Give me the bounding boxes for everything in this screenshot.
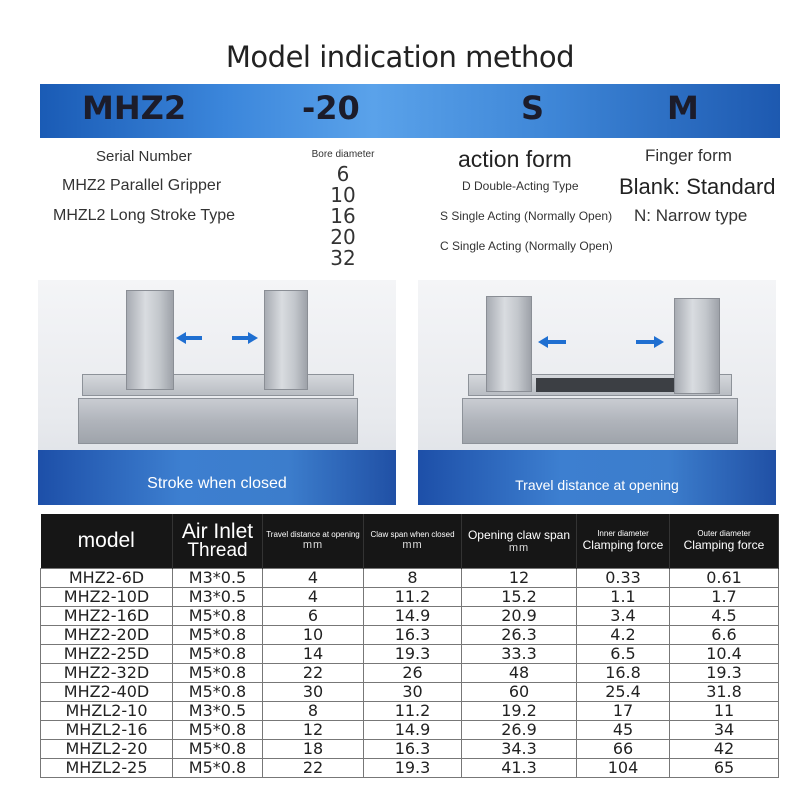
code-action: S <box>521 89 545 127</box>
cell-outer-force: 31.8 <box>670 682 779 701</box>
cell-model: MHZ2-32D <box>41 663 173 682</box>
page-title: Model indication method <box>225 40 575 74</box>
cell-model: MHZL2-10 <box>41 701 173 720</box>
cell-model: MHZ2-40D <box>41 682 173 701</box>
cell-inner-force: 17 <box>577 701 670 720</box>
table-row <box>41 739 779 758</box>
cell-claw-closed: 16.3 <box>364 625 462 644</box>
cell-travel: 14 <box>263 644 364 663</box>
bore-value: 10 <box>330 183 356 207</box>
cell-air-inlet: M5*0.8 <box>173 606 263 625</box>
stroke-arrows <box>168 328 268 348</box>
action-item: C Single Acting (Normally Open) <box>440 239 613 253</box>
cell-model: MHZ2-10D <box>41 587 173 606</box>
serial-item: MHZ2 Parallel Gripper <box>62 177 222 194</box>
cell-model: MHZ2-6D <box>41 568 173 587</box>
header-air-inlet: Air Inlet Thread <box>173 514 263 568</box>
cell-travel: 22 <box>263 758 364 777</box>
cell-inner-force: 45 <box>577 720 670 739</box>
cell-travel: 4 <box>263 587 364 606</box>
header-outer-force: Outer diameter Clamping force <box>670 514 779 568</box>
code-series: MHZ2 <box>82 89 187 127</box>
cell-travel: 18 <box>263 739 364 758</box>
table-row <box>41 606 779 625</box>
cell-air-inlet: M3*0.5 <box>173 587 263 606</box>
table-row <box>41 701 779 720</box>
cell-claw-closed: 26 <box>364 663 462 682</box>
cell-opening-claw: 26.3 <box>462 625 577 644</box>
action-item: D Double-Acting Type <box>462 179 579 193</box>
cell-air-inlet: M5*0.8 <box>173 758 263 777</box>
cell-inner-force: 1.1 <box>577 587 670 606</box>
closed-caption: Stroke when closed <box>147 475 287 492</box>
cell-model: MHZ2-20D <box>41 625 173 644</box>
travel-arrows <box>530 332 670 352</box>
cell-travel: 22 <box>263 663 364 682</box>
table-header-row <box>41 514 779 568</box>
open-caption: Travel distance at opening <box>515 477 679 493</box>
header-claw-closed: Claw span when closed mm <box>364 514 462 568</box>
cell-claw-closed: 11.2 <box>364 587 462 606</box>
table-row <box>41 587 779 606</box>
cell-air-inlet: M5*0.8 <box>173 720 263 739</box>
bore-value: 16 <box>330 204 356 228</box>
cell-inner-force: 6.5 <box>577 644 670 663</box>
cell-claw-closed: 19.3 <box>364 758 462 777</box>
cell-outer-force: 6.6 <box>670 625 779 644</box>
spec-table <box>40 514 779 778</box>
cell-opening-claw: 26.9 <box>462 720 577 739</box>
bore-value: 32 <box>330 246 356 270</box>
table-row <box>41 720 779 739</box>
cell-opening-claw: 12 <box>462 568 577 587</box>
cell-travel: 10 <box>263 625 364 644</box>
action-item: S Single Acting (Normally Open) <box>440 209 613 223</box>
finger-title: Finger form <box>645 146 732 165</box>
cell-model: MHZL2-20 <box>41 739 173 758</box>
cell-claw-closed: 30 <box>364 682 462 701</box>
cell-claw-closed: 16.3 <box>364 739 462 758</box>
cell-inner-force: 4.2 <box>577 625 670 644</box>
cell-air-inlet: M3*0.5 <box>173 568 263 587</box>
cell-inner-force: 16.8 <box>577 663 670 682</box>
code-finger: M <box>667 89 699 127</box>
cell-opening-claw: 15.2 <box>462 587 577 606</box>
cell-model: MHZ2-25D <box>41 644 173 663</box>
header-model: model <box>41 514 173 568</box>
cell-outer-force: 34 <box>670 720 779 739</box>
gripper-open-photo <box>418 280 776 505</box>
cell-outer-force: 42 <box>670 739 779 758</box>
action-title: action form <box>458 146 572 172</box>
bore-value: 6 <box>336 162 350 186</box>
model-code-banner <box>40 84 780 138</box>
cell-outer-force: 0.61 <box>670 568 779 587</box>
cell-opening-claw: 60 <box>462 682 577 701</box>
cell-claw-closed: 14.9 <box>364 606 462 625</box>
cell-travel: 8 <box>263 701 364 720</box>
cell-claw-closed: 19.3 <box>364 644 462 663</box>
cell-outer-force: 19.3 <box>670 663 779 682</box>
gripper-closed-photo <box>38 280 396 505</box>
cell-outer-force: 4.5 <box>670 606 779 625</box>
cell-claw-closed: 14.9 <box>364 720 462 739</box>
header-opening-claw: Opening claw span mm <box>462 514 577 568</box>
cell-opening-claw: 33.3 <box>462 644 577 663</box>
cell-opening-claw: 34.3 <box>462 739 577 758</box>
cell-travel: 12 <box>263 720 364 739</box>
cell-inner-force: 3.4 <box>577 606 670 625</box>
bore-title: Bore diameter <box>311 149 375 160</box>
cell-inner-force: 25.4 <box>577 682 670 701</box>
cell-inner-force: 0.33 <box>577 568 670 587</box>
serial-title: Serial Number <box>96 148 192 165</box>
cell-inner-force: 66 <box>577 739 670 758</box>
finger-item: N: Narrow type <box>634 206 748 225</box>
table-row <box>41 682 779 701</box>
cell-claw-closed: 8 <box>364 568 462 587</box>
cell-travel: 4 <box>263 568 364 587</box>
cell-travel: 6 <box>263 606 364 625</box>
finger-item: Blank: Standard <box>619 174 776 199</box>
cell-outer-force: 11 <box>670 701 779 720</box>
cell-inner-force: 104 <box>577 758 670 777</box>
header-travel: Travel distance at opening mm <box>263 514 364 568</box>
cell-model: MHZL2-25 <box>41 758 173 777</box>
cell-air-inlet: M5*0.8 <box>173 682 263 701</box>
cell-air-inlet: M5*0.8 <box>173 644 263 663</box>
cell-air-inlet: M5*0.8 <box>173 625 263 644</box>
cell-opening-claw: 41.3 <box>462 758 577 777</box>
header-inner-force: Inner diameter Clamping force <box>577 514 670 568</box>
cell-opening-claw: 19.2 <box>462 701 577 720</box>
cell-model: MHZ2-16D <box>41 606 173 625</box>
cell-opening-claw: 20.9 <box>462 606 577 625</box>
cell-outer-force: 65 <box>670 758 779 777</box>
cell-air-inlet: M5*0.8 <box>173 739 263 758</box>
cell-opening-claw: 48 <box>462 663 577 682</box>
cell-air-inlet: M5*0.8 <box>173 663 263 682</box>
code-bore: -20 <box>302 89 360 127</box>
serial-item: MHZL2 Long Stroke Type <box>53 207 236 224</box>
cell-air-inlet: M3*0.5 <box>173 701 263 720</box>
cell-outer-force: 1.7 <box>670 587 779 606</box>
cell-travel: 30 <box>263 682 364 701</box>
bore-value: 20 <box>330 225 356 249</box>
cell-outer-force: 10.4 <box>670 644 779 663</box>
cell-claw-closed: 11.2 <box>364 701 462 720</box>
table-row <box>41 568 779 587</box>
table-row <box>41 758 779 777</box>
cell-model: MHZL2-16 <box>41 720 173 739</box>
table-row <box>41 663 779 682</box>
table-row <box>41 625 779 644</box>
table-row <box>41 644 779 663</box>
